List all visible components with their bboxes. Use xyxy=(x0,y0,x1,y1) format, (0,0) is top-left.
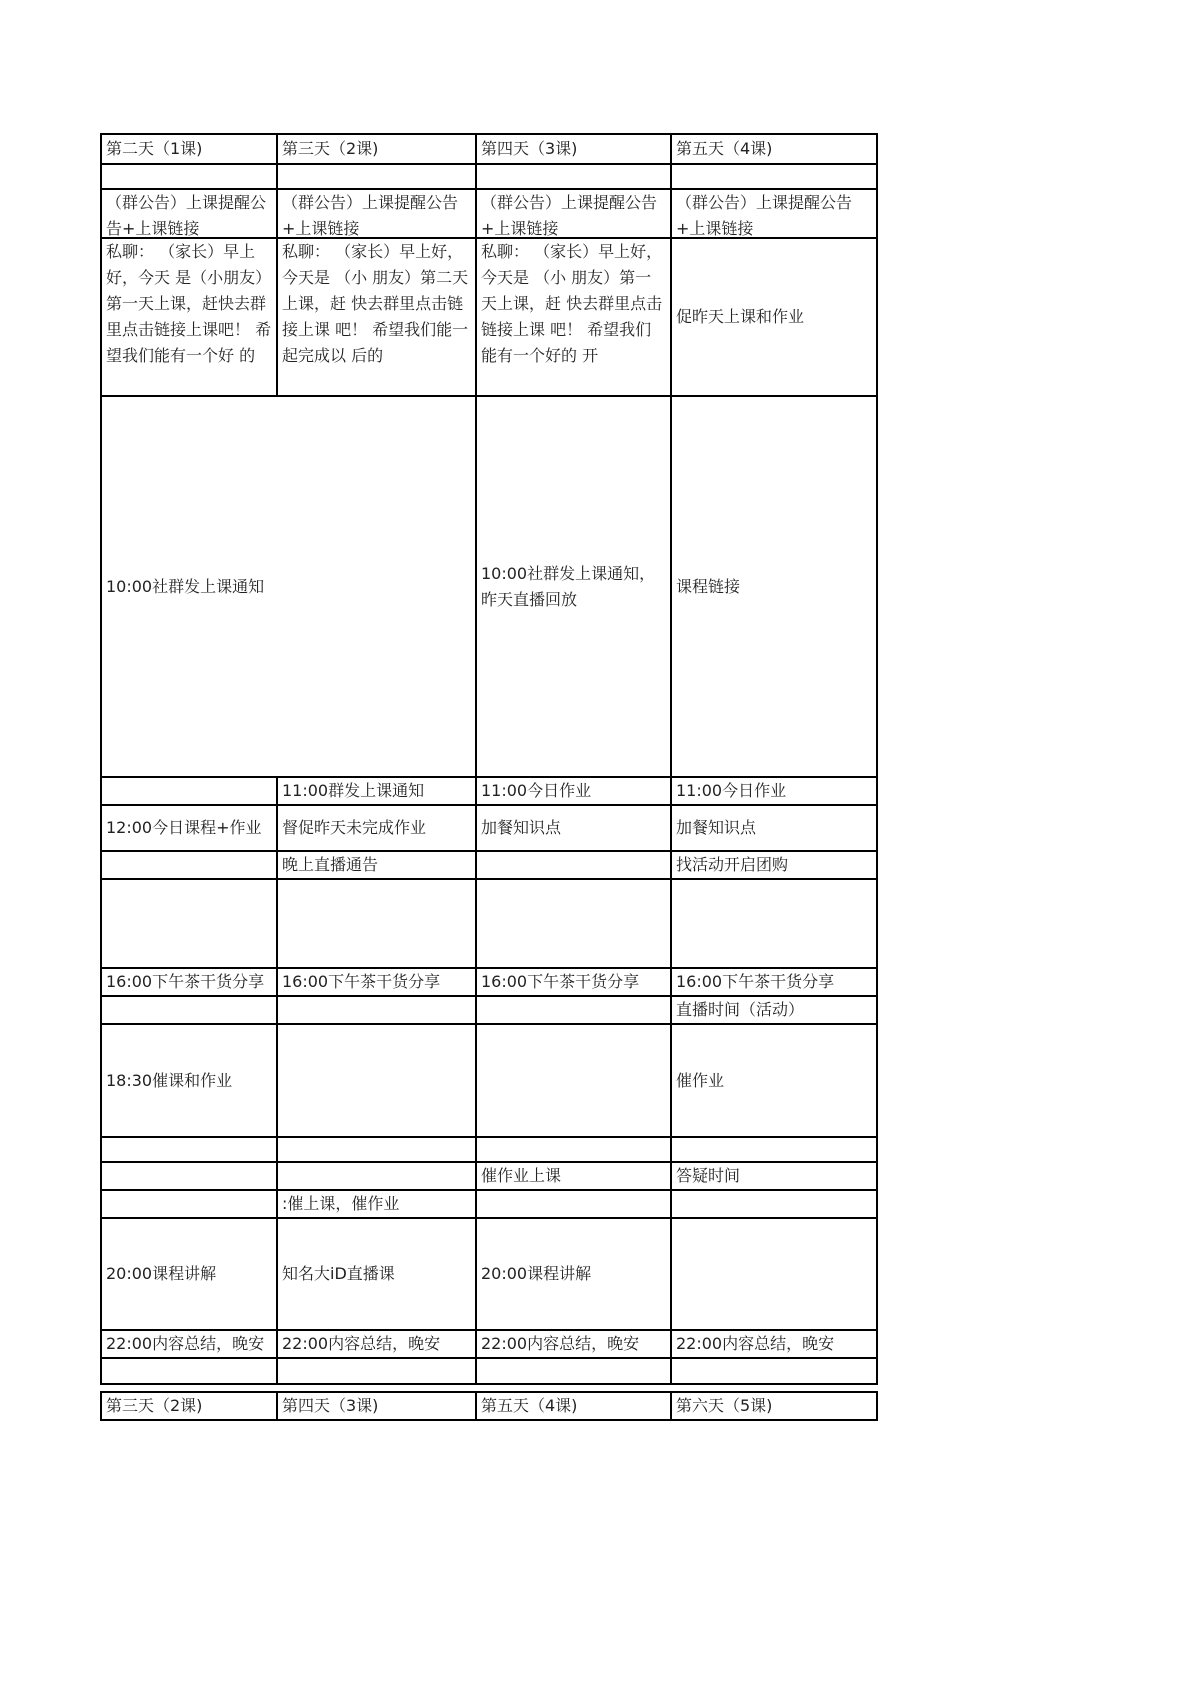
table-cell xyxy=(101,879,277,968)
table-cell: 16:00下午茶干货分享 xyxy=(476,968,671,996)
notice-row xyxy=(101,189,877,238)
cell-text: （群公告）上课提醒公告+上课链接 xyxy=(106,193,267,237)
private-chat-row xyxy=(101,238,877,396)
table-cell: 第二天（1课) xyxy=(101,134,277,164)
row-1100 xyxy=(101,777,877,805)
table-cell xyxy=(277,238,476,396)
table-cell: 22:00内容总结，晚安 xyxy=(671,1330,877,1358)
table-cell: 18:30催课和作业 xyxy=(101,1024,277,1137)
table-cell xyxy=(101,189,277,238)
row-1600 xyxy=(101,968,877,996)
table-cell xyxy=(671,879,877,968)
table-cell xyxy=(277,1024,476,1137)
table-cell xyxy=(101,164,277,189)
row-2200 xyxy=(101,1330,877,1358)
table-cell xyxy=(476,1024,671,1137)
table-cell: 第四天（3课) xyxy=(476,134,671,164)
header-cell: 第五天（4课) xyxy=(476,1392,671,1420)
table-cell xyxy=(277,879,476,968)
row-urge xyxy=(101,1190,877,1218)
table-cell xyxy=(476,1358,671,1384)
table-cell: 第五天（4课) xyxy=(671,134,877,164)
table-cell: 找活动开启团购 xyxy=(671,851,877,879)
row-1000 xyxy=(101,396,877,777)
blank-row xyxy=(101,879,877,968)
table-cell xyxy=(277,189,476,238)
table-cell: 20:00课程讲解 xyxy=(476,1218,671,1330)
table-cell: 加餐知识点 xyxy=(476,805,671,851)
table-cell: 22:00内容总结，晚安 xyxy=(277,1330,476,1358)
header-cell: 第三天（2课) xyxy=(101,1392,277,1420)
table-cell xyxy=(101,238,277,396)
table-cell xyxy=(476,996,671,1024)
table-cell xyxy=(476,879,671,968)
cell-text: 私聊： （家长）早上好，今天是 （小 朋友）第二天上课，赶 快去群里点击链接上课 吧！ 希望我们能一起完成以 后的 xyxy=(282,242,469,365)
table-cell: :催上课，催作业 xyxy=(277,1190,476,1218)
schedule-table-next xyxy=(100,1391,878,1421)
blank-row xyxy=(101,164,877,189)
table-cell xyxy=(476,164,671,189)
table-cell: 10:00社群发上课通知 xyxy=(101,396,476,777)
table-cell xyxy=(277,1358,476,1384)
table-cell xyxy=(101,851,277,879)
table-cell: 20:00课程讲解 xyxy=(101,1218,277,1330)
table-cell xyxy=(671,1190,877,1218)
table-cell: 16:00下午茶干货分享 xyxy=(101,968,277,996)
table-cell xyxy=(277,996,476,1024)
row-evening-notice xyxy=(101,851,877,879)
table-cell: 22:00内容总结，晚安 xyxy=(476,1330,671,1358)
row-2000 xyxy=(101,1218,877,1330)
table-cell xyxy=(101,1137,277,1162)
table-cell xyxy=(101,1358,277,1384)
table-cell: 知名大iD直播课 xyxy=(277,1218,476,1330)
table-cell: 第三天（2课) xyxy=(277,134,476,164)
table-cell: 加餐知识点 xyxy=(671,805,877,851)
row-1200 xyxy=(101,805,877,851)
table-cell xyxy=(476,238,671,396)
cell-text: （群公告）上课提醒公告 +上课链接 xyxy=(676,193,853,237)
table-cell xyxy=(671,164,877,189)
table-cell: 22:00内容总结，晚安 xyxy=(101,1330,277,1358)
table-cell: 16:00下午茶干货分享 xyxy=(671,968,877,996)
cell-text: 私聊： （家长）早上好，今天 是（小朋友）第一天上课，赶快去群里点击链接上课吧！ 希望我们能有一个好 的 xyxy=(106,242,272,365)
cell-text: 促昨天上课和作业 xyxy=(676,307,805,326)
table-cell xyxy=(476,189,671,238)
header-row xyxy=(101,1392,877,1420)
cell-text: （群公告）上课提醒公告+上课链接 xyxy=(282,193,459,237)
table-cell xyxy=(101,1162,277,1190)
table-cell: 课程链接 xyxy=(671,396,877,777)
table-cell: 催作业 xyxy=(671,1024,877,1137)
table-cell xyxy=(476,1190,671,1218)
header-cell: 第四天（3课) xyxy=(277,1392,476,1420)
table-cell: 11:00今日作业 xyxy=(671,777,877,805)
table-cell xyxy=(476,851,671,879)
row-live xyxy=(101,996,877,1024)
blank-row xyxy=(101,1137,877,1162)
table-cell: 督促昨天未完成作业 xyxy=(277,805,476,851)
table-cell: 16:00下午茶干货分享 xyxy=(277,968,476,996)
table-cell xyxy=(277,164,476,189)
table-cell xyxy=(101,1190,277,1218)
table-cell: 答疑时间 xyxy=(671,1162,877,1190)
blank-row xyxy=(101,1358,877,1384)
table-cell xyxy=(101,996,277,1024)
table-cell: 11:00今日作业 xyxy=(476,777,671,805)
table-cell xyxy=(277,1162,476,1190)
table-cell: 11:00群发上课通知 xyxy=(277,777,476,805)
table-cell xyxy=(671,189,877,238)
table-cell xyxy=(277,1137,476,1162)
cell-text: （群公告）上课提醒公告+上课链接 xyxy=(481,193,658,237)
row-1830 xyxy=(101,1024,877,1137)
table-cell xyxy=(671,1137,877,1162)
table-cell: 12:00今日课程+作业 xyxy=(101,805,277,851)
table-cell: 催作业上课 xyxy=(476,1162,671,1190)
schedule-table xyxy=(100,133,878,1385)
table-cell xyxy=(476,1137,671,1162)
row-homework xyxy=(101,1162,877,1190)
table-cell: 直播时间（活动） xyxy=(671,996,877,1024)
table-cell xyxy=(671,1358,877,1384)
header-cell: 第六天（5课) xyxy=(671,1392,877,1420)
table-cell: 10:00社群发上课通知， 昨天直播回放 xyxy=(476,396,671,777)
table-cell xyxy=(671,238,877,396)
table-cell xyxy=(671,1218,877,1330)
cell-text: 私聊： （家长）早上好，今天是 （小 朋友）第一天上课，赶 快去群里点击链接上课 吧！ 希望我们能有一个好的 开 xyxy=(481,242,663,365)
table-cell xyxy=(101,777,277,805)
header-row xyxy=(101,134,877,164)
table-cell: 晚上直播通告 xyxy=(277,851,476,879)
